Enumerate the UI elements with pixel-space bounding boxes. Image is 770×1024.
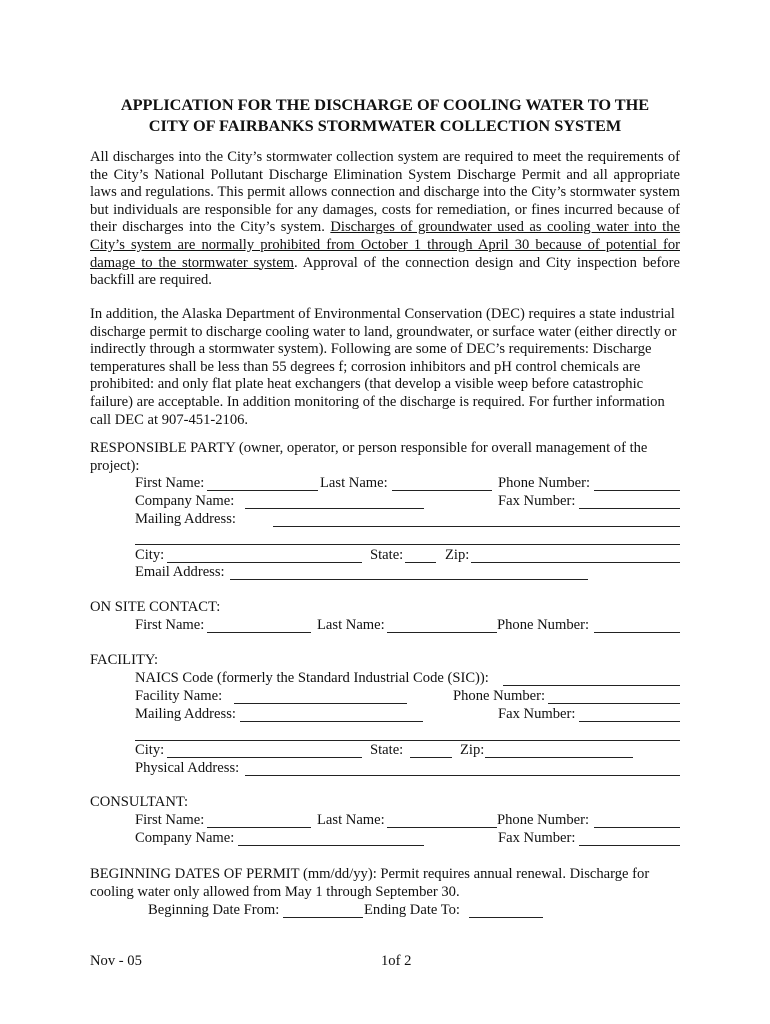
consultant-heading: CONSULTANT: — [90, 794, 189, 810]
facility-name-field[interactable] — [234, 689, 407, 704]
rp-first-name-field[interactable] — [207, 476, 318, 491]
rp-first-name-label: First Name: — [135, 475, 205, 491]
consultant-first-name-field[interactable] — [207, 813, 311, 828]
facility-state-field[interactable] — [410, 743, 452, 758]
intro-text: All discharges into the City’s stormwater collection system are required to meet the requirements of the City’s National Pollutant Discharge Elimination System Discharge Permit and all appropriate laws and regulations. This permit allows connection and discharge into the City’s stormwater system but individuals are responsible for any damages, costs for remediation, or fines incurred because of their discharges into the City’s system. — [90, 149, 680, 236]
rp-mailing-field[interactable] — [273, 512, 680, 527]
facility-zip-field[interactable] — [485, 743, 633, 758]
footer-date: Nov - 05 — [90, 953, 142, 969]
osc-phone-field[interactable] — [594, 618, 680, 633]
intro-underlined-text: Discharges of groundwater used as cooling water into the City’s system are normally prohibited from October 1 through April 30 because of potential for damage to the stormwater system — [90, 219, 681, 271]
rp-state-label: State: — [370, 547, 404, 563]
facility-naics-label: NAICS Code (formerly the Standard Industrial Code (SIC)): — [135, 670, 489, 686]
end-date-label: Ending Date To: — [364, 902, 460, 918]
facility-fax-field[interactable] — [579, 707, 680, 722]
rp-city-field[interactable] — [167, 548, 362, 563]
facility-physical-label: Physical Address: — [135, 760, 240, 776]
title-line-1: APPLICATION FOR THE DISCHARGE OF COOLING WATER TO THE — [120, 95, 650, 114]
rp-state-field[interactable] — [405, 548, 436, 563]
facility-zip-label: Zip: — [460, 742, 485, 758]
consultant-company-field[interactable] — [238, 831, 424, 846]
osc-phone-label: Phone Number: — [497, 617, 590, 633]
intro-paragraph-2: In addition, the Alaska Department of Environmental Conservation (DEC) requires a state industrial discharge permit to discharge cooling water to land, groundwater, or surface water (either directly or indirectly through a stormwater system). Following are some of DEC’s requirements: Discharge temperatures shall be less than 55 degrees f; corrosion inhibitors and pH control chemicals are prohibited: and only flat plate heat exchangers (that develop a visible weep before catastrophic failure) are acceptable. In addition monitoring of the discharge is required. For further information call DEC at 907-451-2106. — [90, 306, 677, 428]
facility-city-label: City: — [135, 742, 165, 758]
consultant-phone-field[interactable] — [594, 813, 680, 828]
page-number: 1of 2 — [381, 953, 412, 969]
end-date-field[interactable] — [469, 903, 543, 918]
facility-physical-field[interactable] — [245, 761, 680, 776]
osc-first-name-label: First Name: — [135, 617, 205, 633]
rp-zip-field[interactable] — [471, 548, 680, 563]
rp-phone-field[interactable] — [594, 476, 680, 491]
facility-city-field[interactable] — [167, 743, 362, 758]
rp-email-field[interactable] — [230, 565, 588, 580]
consultant-fax-label: Fax Number: — [498, 830, 576, 846]
rp-fax-field[interactable] — [579, 494, 680, 509]
facility-phone-field[interactable] — [548, 689, 680, 704]
rp-company-label: Company Name: — [135, 493, 235, 509]
consultant-last-name-field[interactable] — [387, 813, 497, 828]
consultant-fax-field[interactable] — [579, 831, 680, 846]
document-title — [60, 94, 710, 136]
rp-mailing-field-2[interactable] — [135, 530, 680, 545]
rp-last-name-field[interactable] — [392, 476, 492, 491]
rp-last-name-label: Last Name: — [320, 475, 388, 491]
facility-mailing-label: Mailing Address: — [135, 706, 236, 722]
osc-last-name-field[interactable] — [387, 618, 497, 633]
facility-phone-label: Phone Number: — [453, 688, 546, 704]
facility-mailing-field[interactable] — [240, 707, 423, 722]
permit-dates-text: BEGINNING DATES OF PERMIT (mm/dd/yy): Permit requires annual renewal. Discharge for cooling water only allowed from May 1 through September 30. — [90, 866, 650, 900]
facility-name-label: Facility Name: — [135, 688, 223, 704]
begin-date-label: Beginning Date From: — [148, 902, 280, 918]
rp-zip-label: Zip: — [445, 547, 470, 563]
title-line-2: CITY OF FAIRBANKS STORMWATER COLLECTION SYSTEM — [148, 116, 622, 135]
rp-phone-label: Phone Number: — [498, 475, 591, 491]
consultant-phone-label: Phone Number: — [497, 812, 590, 828]
rp-email-label: Email Address: — [135, 564, 225, 580]
osc-first-name-field[interactable] — [207, 618, 311, 633]
facility-naics-field[interactable] — [503, 671, 680, 686]
consultant-last-name-label: Last Name: — [317, 812, 385, 828]
consultant-first-name-label: First Name: — [135, 812, 205, 828]
facility-fax-label: Fax Number: — [498, 706, 576, 722]
intro-text-end: . Approval of the connection design and City inspection before backfill are required. — [90, 254, 680, 289]
facility-mailing-field-2[interactable] — [135, 726, 680, 741]
facility-state-label: State: — [370, 742, 404, 758]
consultant-company-label: Company Name: — [135, 830, 235, 846]
responsible-party-heading: RESPONSIBLE PARTY (owner, operator, or person responsible for overall management of the — [90, 440, 648, 456]
rp-fax-label: Fax Number: — [498, 493, 576, 509]
osc-last-name-label: Last Name: — [317, 617, 385, 633]
responsible-party-heading-cont: project): — [90, 458, 140, 474]
facility-heading: FACILITY: — [90, 652, 159, 668]
on-site-contact-heading: ON SITE CONTACT: — [90, 599, 221, 615]
rp-city-label: City: — [135, 547, 165, 563]
intro-paragraph-1 — [90, 149, 680, 290]
rp-company-field[interactable] — [245, 494, 424, 509]
rp-mailing-label: Mailing Address: — [135, 511, 236, 527]
begin-date-field[interactable] — [283, 903, 363, 918]
